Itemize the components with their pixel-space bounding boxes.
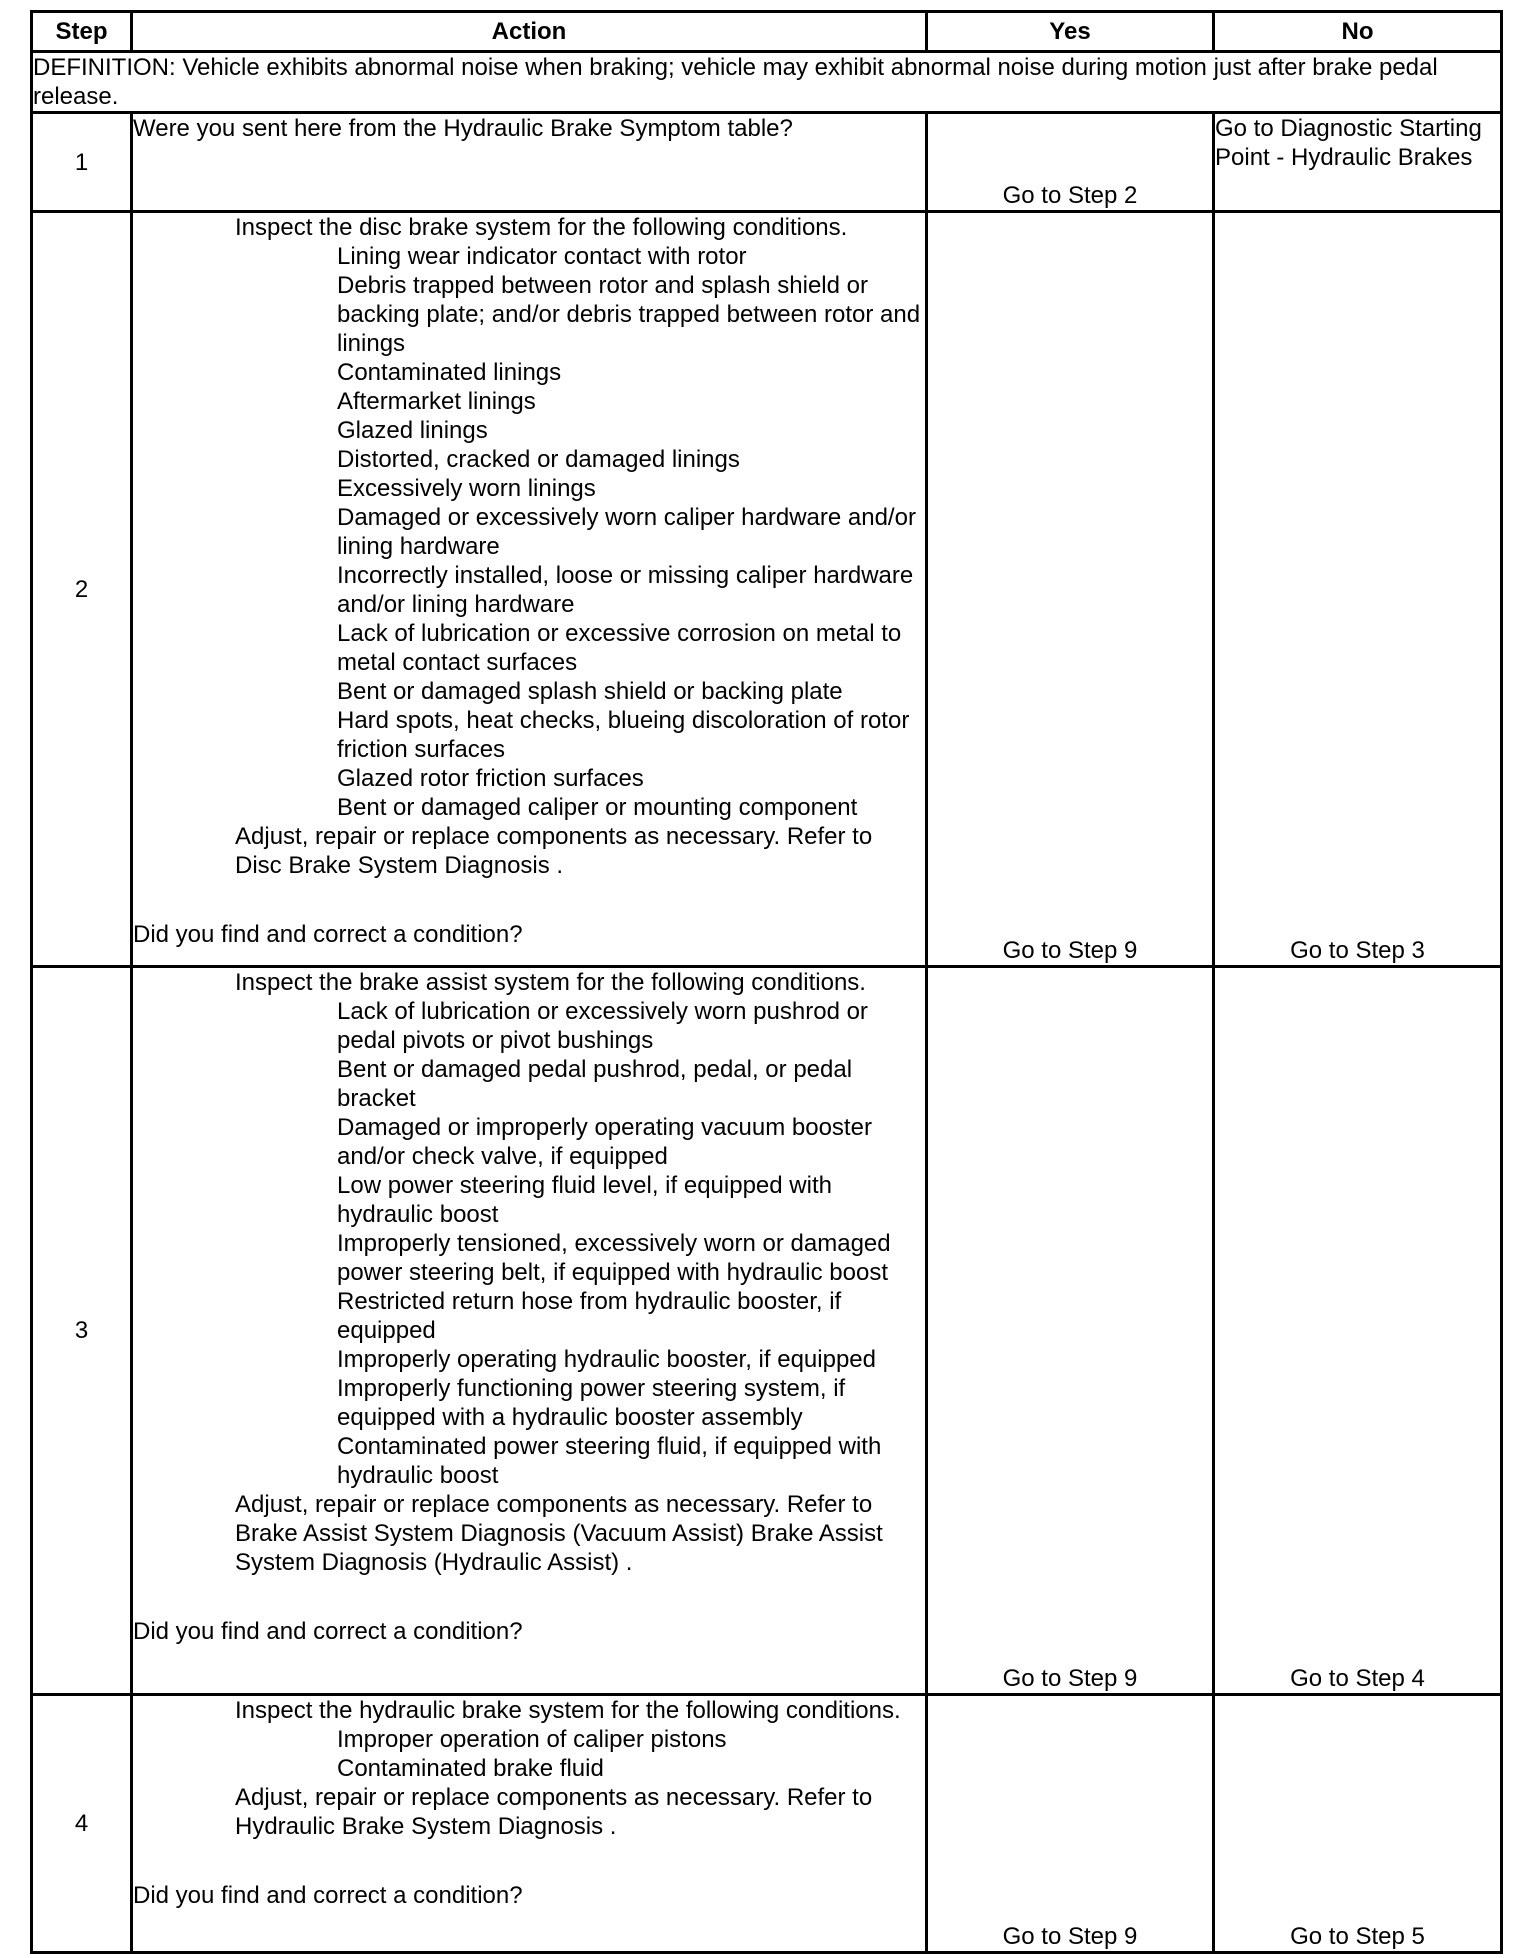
step-row-1 [32, 113, 1502, 212]
header-step: Step [32, 12, 132, 52]
list-item: Contaminated brake fluid [337, 1755, 604, 1782]
list-item: Contaminated linings [337, 359, 562, 386]
list-item: Improper operation of caliper pistons [337, 1726, 727, 1753]
yes-answer: Go to Step 9 [927, 967, 1214, 1695]
step-question: Did you find and correct a condition? [133, 1618, 523, 1645]
header-row [32, 12, 1502, 52]
step-question: Did you find and correct a condition? [133, 1882, 523, 1909]
step-action [132, 1695, 927, 1953]
no-answer: Go to Step 5 [1214, 1695, 1502, 1953]
definition-row [32, 52, 1502, 113]
yes-answer: Go to Step 2 [927, 113, 1214, 212]
yes-answer: Go to Step 9 [927, 212, 1214, 967]
step-number: 1 [32, 113, 132, 212]
step-intro: Inspect the disc brake system for the following conditions. [235, 214, 848, 241]
list-item: Improperly functioning power steering system, if equipped with a hydraulic booster assembly [337, 1375, 846, 1431]
list-item: Lack of lubrication or excessive corrosion on metal to metal contact surfaces [337, 620, 902, 676]
step-intro: Inspect the hydraulic brake system for the following conditions. [235, 1697, 901, 1724]
list-item: Improperly operating hydraulic booster, if equipped [337, 1346, 876, 1373]
step-row-3 [32, 967, 1502, 1695]
list-item: Debris trapped between rotor and splash shield or backing plate; and/or debris trapped between rotor and linings [337, 272, 921, 357]
list-item: Distorted, cracked or damaged linings [337, 446, 740, 473]
list-item: Lack of lubrication or excessively worn pushrod or pedal pivots or pivot bushings [337, 998, 868, 1054]
condition-list [133, 1725, 925, 1783]
step-question: Did you find and correct a condition? [133, 921, 523, 948]
list-item: Damaged or excessively worn caliper hardware and/or lining hardware [337, 504, 916, 560]
list-item: Restricted return hose from hydraulic booster, if equipped [337, 1288, 842, 1344]
step-adjust: Adjust, repair or replace components as necessary. Refer to Hydraulic Brake System Diagnosis . [235, 1784, 873, 1840]
list-item: Bent or damaged splash shield or backing plate [337, 678, 843, 705]
list-item: Incorrectly installed, loose or missing caliper hardware and/or lining hardware [337, 562, 914, 618]
list-item: Aftermarket linings [337, 388, 536, 415]
step-intro: Inspect the brake assist system for the following conditions. [235, 969, 866, 996]
definition-text: DEFINITION: Vehicle exhibits abnormal noise when braking; vehicle may exhibit abnormal noise during motion just after brake pedal release. [32, 52, 1502, 113]
condition-list [133, 997, 925, 1490]
no-answer: Go to Step 3 [1214, 212, 1502, 967]
yes-answer: Go to Step 9 [927, 1695, 1214, 1953]
list-item: Bent or damaged pedal pushrod, pedal, or pedal bracket [337, 1056, 853, 1112]
list-item: Glazed rotor friction surfaces [337, 765, 644, 792]
diagnostic-table [30, 10, 1503, 1954]
list-item: Bent or damaged caliper or mounting component [337, 794, 858, 821]
list-item: Improperly tensioned, excessively worn or damaged power steering belt, if equipped with hydraulic boost [337, 1230, 891, 1286]
list-item: Contaminated power steering fluid, if equipped with hydraulic boost [337, 1433, 882, 1489]
step-number: 4 [32, 1695, 132, 1953]
list-item: Low power steering fluid level, if equipped with hydraulic boost [337, 1172, 832, 1228]
step-adjust: Adjust, repair or replace components as necessary. Refer to Disc Brake System Diagnosis . [235, 823, 873, 879]
list-item: Glazed linings [337, 417, 488, 444]
step-adjust: Adjust, repair or replace components as necessary. Refer to Brake Assist System Diagnosis (Vacuum Assist) Brake Assist System Diagnosis (Hydraulic Assist) . [235, 1491, 883, 1576]
header-no: No [1214, 12, 1502, 52]
no-answer: Go to Step 4 [1214, 967, 1502, 1695]
step-question: Were you sent here from the Hydraulic Brake Symptom table? [132, 113, 927, 212]
step-action [132, 967, 927, 1695]
list-item: Excessively worn linings [337, 475, 596, 502]
header-action: Action [132, 12, 927, 52]
list-item: Lining wear indicator contact with rotor [337, 243, 747, 270]
step-number: 3 [32, 967, 132, 1695]
step-number: 2 [32, 212, 132, 967]
step-row-2 [32, 212, 1502, 967]
step-row-4 [32, 1695, 1502, 1953]
condition-list [133, 242, 925, 822]
header-yes: Yes [927, 12, 1214, 52]
list-item: Hard spots, heat checks, blueing discoloration of rotor friction surfaces [337, 707, 910, 763]
step-action [132, 212, 927, 967]
no-answer: Go to Diagnostic Starting Point - Hydraulic Brakes [1214, 113, 1502, 212]
list-item: Damaged or improperly operating vacuum booster and/or check valve, if equipped [337, 1114, 872, 1170]
